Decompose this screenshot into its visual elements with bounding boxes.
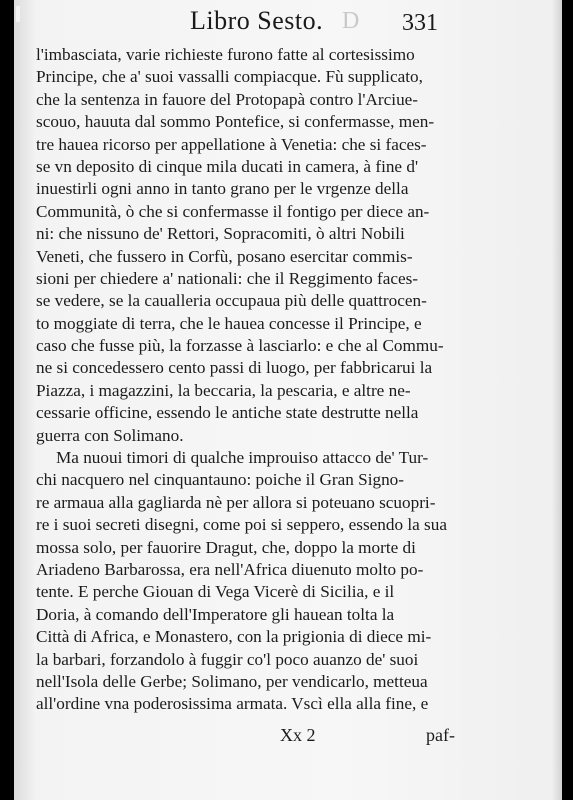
body-text: [36, 44, 486, 716]
page-number: 331: [402, 10, 438, 36]
show-through-letter: D: [342, 8, 360, 34]
text-line: re i suoi secreti disegni, come poi si seppero, essendo la sua: [36, 515, 447, 535]
text-line: to moggiate di terra, che le hauea concesse il Principe, e: [36, 313, 422, 333]
paragraph-start-line: Ma nuoui timori di qualche improuiso attacco de' Tur-: [56, 448, 429, 468]
text-line: che la sentenza in fauore del Protopapà contro l'Arciue-: [36, 89, 419, 109]
running-head: [14, 2, 562, 42]
text-line: tre hauea ricorso per appellatione à Venetia: che si faces-: [36, 134, 427, 154]
page-edge-shadow: [552, 0, 562, 800]
text-line: Doria, à comando dell'Imperatore gli hauean tolta la: [36, 604, 395, 624]
text-line: scouo, hauuta dal sommo Pontefice, si confermasse, men-: [36, 112, 435, 132]
text-line: Città di Africa, e Monastero, con la prigionia di diece mi-: [36, 627, 432, 647]
text-line: caso che fusse più, la forzasse à lasciarlo: e che al Commu-: [36, 336, 444, 356]
text-line: all'ordine vna poderosissima armata. Vscì ella alla fine, e: [36, 694, 429, 714]
text-line: l'imbasciata, varie richieste furono fatte al cortesissimo: [36, 45, 415, 64]
text-line: nell'Isola delle Gerbe; Solimano, per vendicarlo, metteua: [36, 671, 428, 691]
text-line: sioni per chiedere a' nationali: che il Reggimento faces-: [36, 268, 419, 288]
text-line: cessarie officine, essendo le antiche state destrutte nella: [36, 403, 419, 423]
text-line: Ariadeno Barbarossa, era nell'Africa diuenuto molto po-: [36, 559, 424, 579]
text-line: la barbari, forzandolo à fuggir co'l poco auanzo de' suoi: [36, 649, 419, 669]
catchword: paf-: [426, 725, 455, 745]
text-line: Piazza, i magazzini, la beccaria, la pescaria, e altre ne-: [36, 380, 411, 400]
signature-mark: Xx 2: [280, 725, 316, 745]
running-title: Libro Sesto.: [190, 6, 324, 35]
text-line: ne si concedessero cento passi di luogo, per fabbricarui la: [36, 358, 433, 378]
text-line: re armaua alla gagliarda nè per allora si poteuano scuopri-: [36, 492, 436, 512]
page-footer: [14, 725, 562, 755]
text-line: mossa solo, per fauorire Dragut, che, doppo la morte di: [36, 537, 416, 557]
text-line: ni: che nissuno de' Rettori, Sopracomiti, ò altri Nobili: [36, 224, 405, 244]
text-line: Communità, ò che si confermasse il fontigo per diece an-: [36, 201, 430, 221]
text-line: chi nacquero nel cinquantauno: poiche il Gran Signo-: [36, 470, 404, 490]
text-line: se vedere, se la caualleria occupaua più delle quattrocen-: [36, 291, 427, 311]
text-line: inuestirli ogni anno in tanto grano per le vrgenze della: [36, 179, 409, 199]
text-line: se vn deposito di cinque mila ducati in camera, à fine d': [36, 156, 419, 176]
book-page: [14, 0, 562, 800]
text-line: tente. E perche Giouan di Vega Vicerè di Sicilia, e il: [36, 582, 395, 602]
text-line: Veneti, che fussero in Corfù, posano esercitar commis-: [36, 246, 413, 266]
text-line: Principe, che a' suoi vassalli compiacque. Fù supplicato,: [36, 67, 423, 87]
text-line: guerra con Solimano.: [36, 425, 184, 445]
